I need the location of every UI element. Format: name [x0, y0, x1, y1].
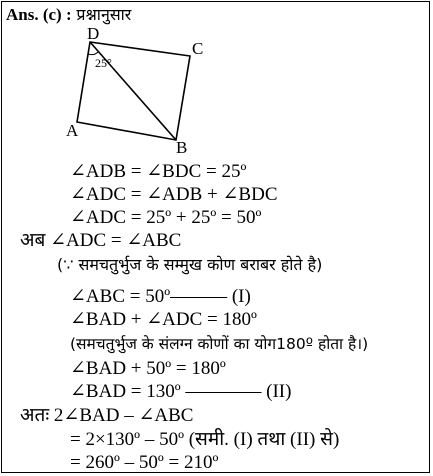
- vertex-c: C: [192, 39, 204, 58]
- step-line-9: ∠BAD + 50º = 180º: [70, 358, 226, 379]
- vertex-b: B: [176, 138, 188, 154]
- answer-label: Ans. (c) :: [6, 5, 72, 24]
- step-line-7: ∠BAD + ∠ADC = 180º: [70, 309, 257, 330]
- step-line-11: अतः 2∠BAD – ∠ABC: [20, 405, 194, 426]
- answer-intro: प्रश्नानुसार: [76, 5, 132, 24]
- solution-box: [1, 1, 430, 473]
- step-line-13: = 260º – 50º = 210º: [70, 452, 219, 473]
- angle-arc: [88, 52, 98, 55]
- step-line-4: अब ∠ADC = ∠ABC: [20, 230, 182, 251]
- reason-line-2: (समचतुर्भुज के संलग्न कोणों का योग180º होता है।): [70, 335, 369, 353]
- step-line-6: ∠ABC = 50º——— (I): [70, 286, 251, 307]
- rhombus-figure: [64, 26, 204, 154]
- step-line-10: ∠BAD = 130º ———— (II): [70, 381, 292, 402]
- reason-line-1: (∵ समचतुर्भुज के सम्मुख कोण बराबर होते है): [57, 255, 323, 274]
- step-line-1: ∠ADB = ∠BDC = 25º: [70, 161, 247, 182]
- vertex-a: A: [66, 121, 79, 140]
- rhombus-diagram: [64, 26, 204, 154]
- answer-header: [6, 4, 131, 26]
- step-line-3: ∠ADC = 25º + 25º = 50º: [70, 207, 262, 228]
- angle-label: 25°: [95, 56, 112, 70]
- step-line-2: ∠ADC = ∠ADB + ∠BDC: [70, 184, 278, 205]
- step-line-12: = 2×130º – 50º (समी. (I) तथा (II) से): [70, 429, 340, 450]
- vertex-d: D: [87, 26, 100, 43]
